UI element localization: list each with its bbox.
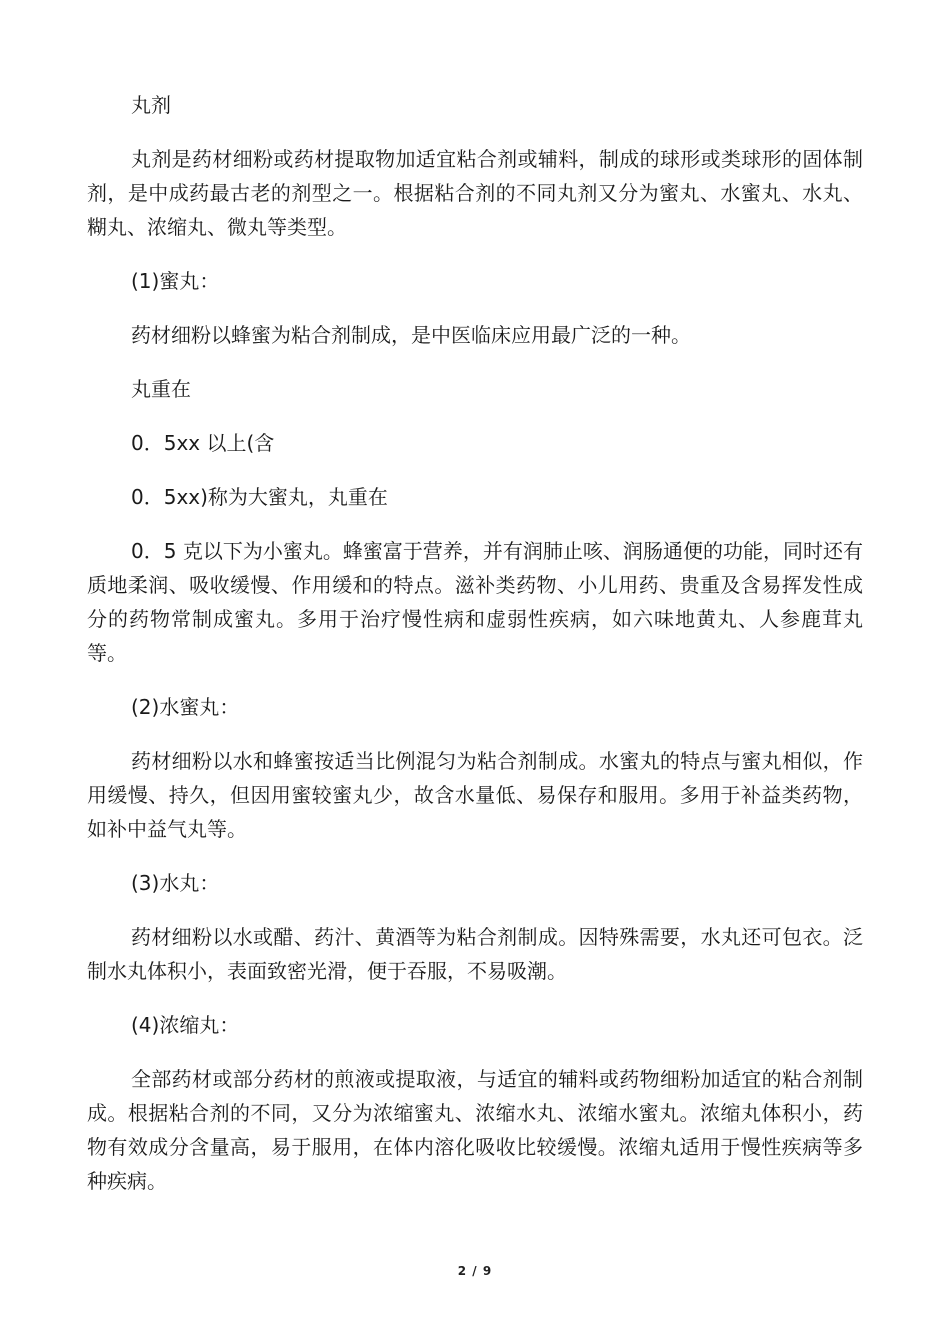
paragraph-large-honey-pill: 0．5xx)称为大蜜丸，丸重在 — [131, 485, 388, 509]
paragraph-pill-weight: 丸重在 — [131, 377, 191, 401]
subheading-honey-pill: (1)蜜丸： — [131, 269, 220, 293]
page-number: 2 / 9 — [457, 1264, 493, 1278]
paragraph-weight-above: 0．5xx 以上(含 — [131, 431, 275, 455]
paragraph-concentrated-pill: 全部药材或部分药材的煎液或提取液，与适宜的辅料或药物细粉加适宜的粘合剂制成。根据粘合剂的不同，又分为浓缩蜜丸、浓缩水丸、浓缩水蜜丸。浓缩丸体积小，药物有效成分含量高，易于服用，在体内溶化吸收比较缓慢。浓缩丸适用于慢性疾病等多种疾病。 — [87, 1067, 863, 1193]
section-title: 丸剂 — [131, 93, 171, 117]
document-body — [87, 88, 863, 1218]
subheading-concentrated-pill: (4)浓缩丸： — [131, 1013, 240, 1037]
paragraph-honey-pill: 药材细粉以蜂蜜为粘合剂制成，是中医临床应用最广泛的一种。 — [131, 323, 691, 347]
subheading-water-pill: (3)水丸： — [131, 871, 220, 895]
paragraph-small-honey-pill: 0．5 克以下为小蜜丸。蜂蜜富于营养，并有润肺止咳、润肠通便的功能，同时还有质地柔润、吸收缓慢、作用缓和的特点。滋补类药物、小儿用药、贵重及含易挥发性成分的药物常制成蜜丸。多用于治疗慢性病和虚弱性疾病，如六味地黄丸、人参鹿茸丸等。 — [87, 539, 863, 665]
paragraph-water-pill: 药材细粉以水或醋、药汁、黄酒等为粘合剂制成。因特殊需要，水丸还可包衣。泛制水丸体积小，表面致密光滑，便于吞服，不易吸潮。 — [87, 925, 863, 983]
subheading-water-honey-pill: (2)水蜜丸： — [131, 695, 240, 719]
paragraph-intro: 丸剂是药材细粉或药材提取物加适宜粘合剂或辅料，制成的球形或类球形的固体制剂，是中成药最古老的剂型之一。根据粘合剂的不同丸剂又分为蜜丸、水蜜丸、水丸、糊丸、浓缩丸、微丸等类型。 — [87, 147, 863, 239]
paragraph-water-honey-pill: 药材细粉以水和蜂蜜按适当比例混匀为粘合剂制成。水蜜丸的特点与蜜丸相似，作用缓慢、持久，但因用蜜较蜜丸少，故含水量低、易保存和服用。多用于补益类药物，如补中益气丸等。 — [87, 749, 863, 841]
